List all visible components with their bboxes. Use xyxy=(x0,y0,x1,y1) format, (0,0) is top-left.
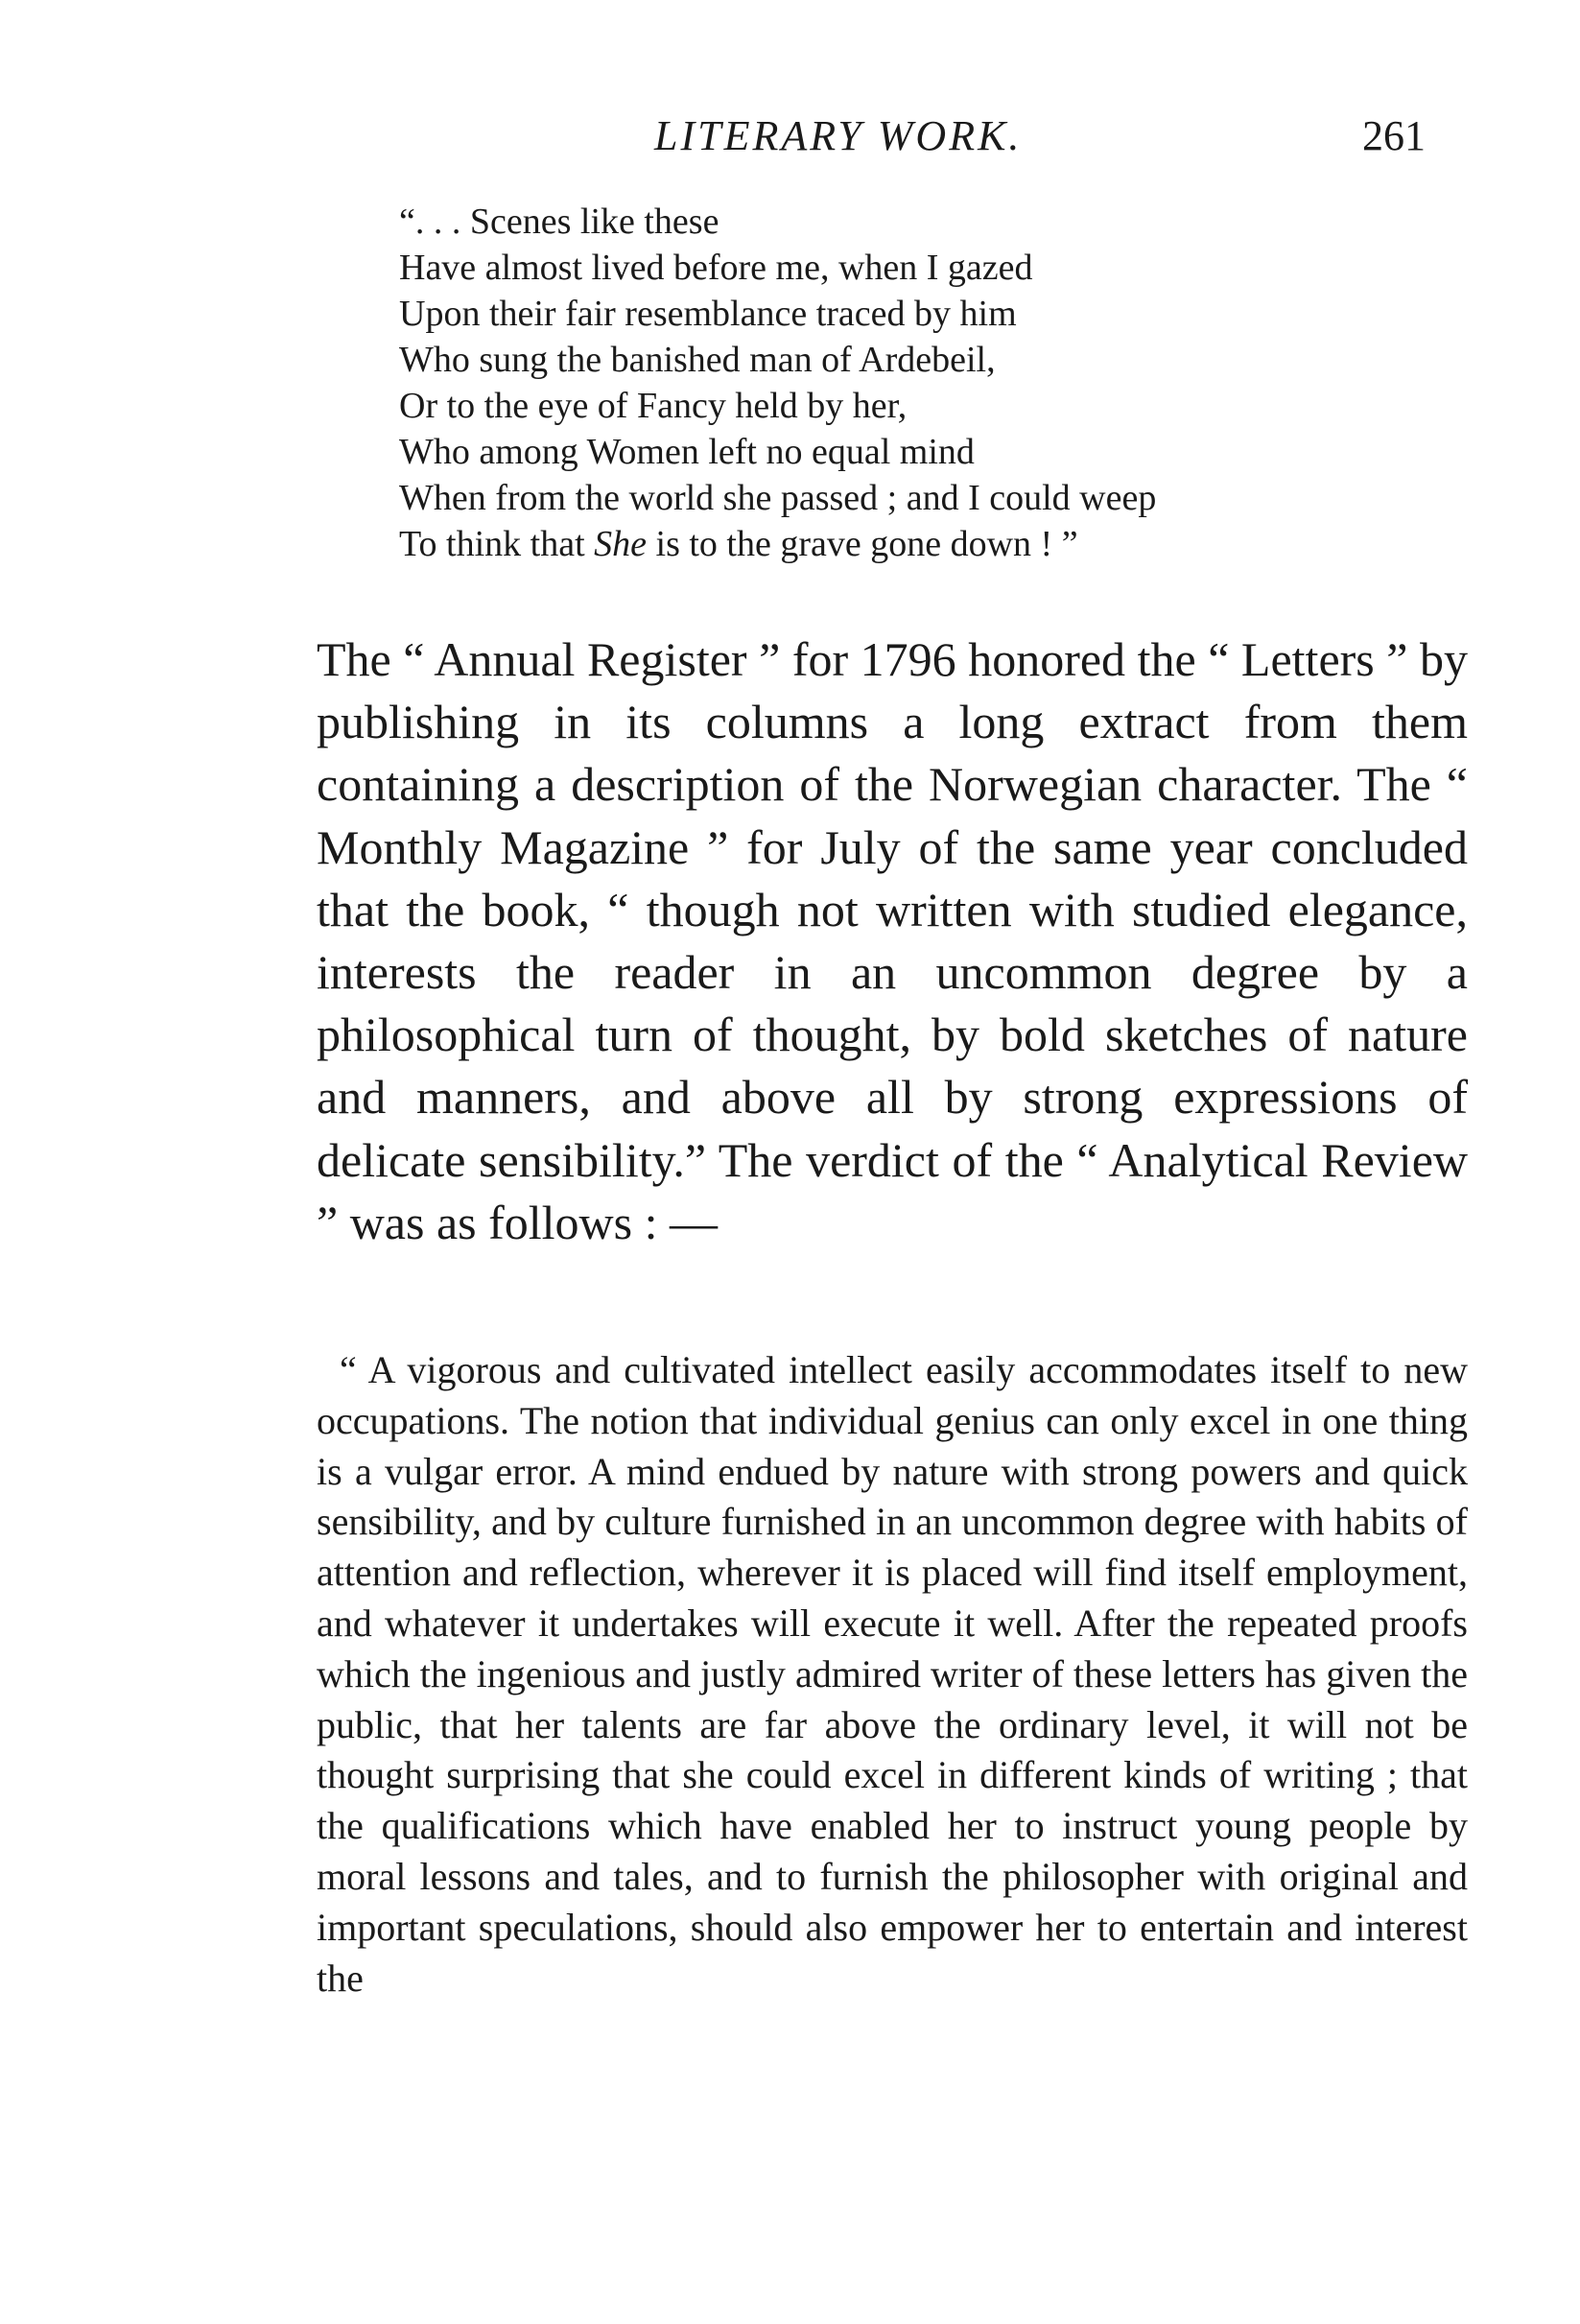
running-title: LITERARY WORK. xyxy=(654,112,1023,159)
poem-last-line-end: is to the grave gone down ! ” xyxy=(647,524,1078,564)
body-paragraph: The “ Annual Register ” for 1796 honored the “ Letters ” by publishing in its columns a long extract from them containing a description of the Norwegian character. The “ Monthly Magazine ” for July of the same year concluded that the book, “ though not written with studied elegance, interests the reader in an uncommon degree by a philosophical turn of thought, by bold sketches of nature and manners, and above all by strong expressions of delicate sensibility.” The verdict of the “ Analytical Review ” was as follows : — xyxy=(317,632,1468,1249)
poem-line: “. . . Scenes like these xyxy=(399,202,719,242)
poem-line: Who among Women left no equal mind xyxy=(399,432,975,472)
poem-last-line xyxy=(399,521,1474,567)
poem-line: Or to the eye of Fancy held by her, xyxy=(399,386,908,426)
poem-emphasis: She xyxy=(594,524,648,564)
poem-last-line-start: To think that xyxy=(399,524,595,564)
poem-line: When from the world she passed ; and I could weep xyxy=(399,478,1157,518)
poem-quotation xyxy=(399,199,1474,567)
poem-line: Upon their fair resemblance traced by him xyxy=(399,294,1017,334)
poem-line: Who sung the banished man of Ardebeil, xyxy=(399,340,996,380)
page-number: 261 xyxy=(1362,112,1426,159)
running-head xyxy=(0,107,1580,165)
review-quotation: “ A vigorous and cultivated intellect easily accommodates itself to new occupations. The notion that individual genius can only excel in one thing is a vulgar error. A mind endued by nature with strong powers and quick sensibility, and by culture furnished in an uncommon degree with habits of attention and reflection, wherever it is placed will find itself employment, and whatever it undertakes will execute it well. After the repeated proofs which the ingenious and justly admired writer of these letters has given the public, that her talents are far above the ordinary level, it will not be thought surprising that she could excel in different kinds of writing ; that the qualifications which have enabled her to instruct young people by moral lessons and tales, and to furnish the philosopher with original and important speculations, should also empower her to entertain and interest the xyxy=(317,1348,1468,2000)
poem-line: Have almost lived before me, when I gazed xyxy=(399,248,1033,288)
